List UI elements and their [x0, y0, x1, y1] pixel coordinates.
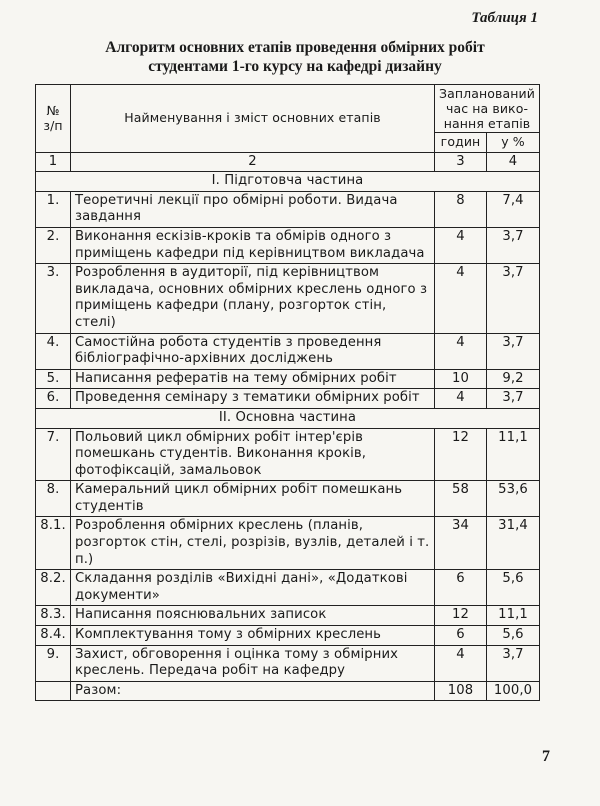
- header-planned: [435, 85, 540, 133]
- table-row: [36, 606, 540, 626]
- stage-hours: 4: [435, 227, 487, 263]
- stage-hours: 6: [435, 570, 487, 606]
- table-title: [40, 38, 550, 76]
- header-num: [36, 85, 71, 153]
- stage-percent: 11,1: [486, 606, 539, 626]
- table-label: Таблиця 1: [471, 10, 538, 26]
- table-row: [36, 428, 540, 481]
- stage-description: Захист, обговорення і оцінка тому з обмірних креслень. Передача робіт на кафедру: [71, 645, 435, 681]
- stage-hours: 8: [435, 191, 487, 227]
- stage-hours: 12: [435, 606, 487, 626]
- table-row: [36, 369, 540, 389]
- total-row: [36, 681, 540, 701]
- table-row: [36, 191, 540, 227]
- column-numbers-row: [36, 152, 540, 172]
- table-row: [36, 264, 540, 333]
- section-title: І. Підготовча частина: [36, 172, 540, 192]
- stage-number: 8.3.: [36, 606, 71, 626]
- stage-percent: 5,6: [486, 626, 539, 646]
- stage-hours: 4: [435, 645, 487, 681]
- stage-hours: 10: [435, 369, 487, 389]
- stage-hours: 4: [435, 333, 487, 369]
- table-row: [36, 570, 540, 606]
- title-line-2: студентами 1-го курсу на кафедрі дизайну: [148, 58, 442, 75]
- stage-percent: 9,2: [486, 369, 539, 389]
- stage-description: Складання розділів «Вихідні дані», «Додаткові документи»: [71, 570, 435, 606]
- stage-description: Розроблення обмірних креслень (планів, розгорток стін, стелі, розрізів, вузлів, деталей і т. п.): [71, 517, 435, 570]
- stage-description: Написання пояснювальних записок: [71, 606, 435, 626]
- header-num-symbol: №: [46, 103, 60, 119]
- stage-percent: 7,4: [486, 191, 539, 227]
- section-title: ІІ. Основна частина: [36, 408, 540, 428]
- header-row: [36, 85, 540, 133]
- stage-number: 4.: [36, 333, 71, 369]
- stage-description: Виконання ескізів-кроків та обмірів одного з приміщень кафедри під керівництвом викладача: [71, 227, 435, 263]
- header-planned-line: час на вико-: [445, 101, 529, 116]
- stage-number: 2.: [36, 227, 71, 263]
- stage-percent: 3,7: [486, 645, 539, 681]
- stage-number: 8.4.: [36, 626, 71, 646]
- stage-hours: 4: [435, 264, 487, 333]
- stage-number: 8.: [36, 481, 71, 517]
- total-label: Разом:: [71, 681, 435, 701]
- column-number: 3: [435, 152, 487, 172]
- header-planned-line: нання етапів: [443, 116, 531, 131]
- table-row: [36, 645, 540, 681]
- stage-percent: 3,7: [486, 264, 539, 333]
- table-row: [36, 517, 540, 570]
- table-row: [36, 333, 540, 369]
- table-row: [36, 626, 540, 646]
- stage-number: 7.: [36, 428, 71, 481]
- stage-percent: 5,6: [486, 570, 539, 606]
- stage-description: Проведення семінару з тематики обмірних робіт: [71, 389, 435, 409]
- stage-number: 8.1.: [36, 517, 71, 570]
- column-number: 1: [36, 152, 71, 172]
- title-line-1: Алгоритм основних етапів проведення обмірних робіт: [105, 39, 485, 56]
- stage-percent: 3,7: [486, 333, 539, 369]
- stage-number: 1.: [36, 191, 71, 227]
- stages-table: [35, 84, 540, 701]
- stage-percent: 11,1: [486, 428, 539, 481]
- stage-hours: 12: [435, 428, 487, 481]
- table-row: [36, 481, 540, 517]
- stage-description: Польовий цикл обмірних робіт інтер'єрів помешкань студентів. Виконання кроків, фотофіксацій, замальовок: [71, 428, 435, 481]
- header-percent: у %: [486, 133, 539, 153]
- stage-description: Самостійна робота студентів з проведення бібліографічно-архівних досліджень: [71, 333, 435, 369]
- total-hours: 108: [435, 681, 487, 701]
- table-row: [36, 227, 540, 263]
- stage-number: 3.: [36, 264, 71, 333]
- header-num-abbr: з/п: [43, 118, 63, 134]
- stage-description: Розроблення в аудиторії, під керівництвом викладача, основних обмірних креслень одного з приміщень кафедри (плану, розгорток стін, стелі): [71, 264, 435, 333]
- column-number: 2: [71, 152, 435, 172]
- stage-number: 5.: [36, 369, 71, 389]
- stage-percent: 53,6: [486, 481, 539, 517]
- table-row: [36, 389, 540, 409]
- stage-percent: 3,7: [486, 227, 539, 263]
- section-row: [36, 408, 540, 428]
- header-planned-line: Запланований: [439, 86, 535, 101]
- stage-percent: 3,7: [486, 389, 539, 409]
- section-row: [36, 172, 540, 192]
- stage-number: 8.2.: [36, 570, 71, 606]
- stage-description: Написання рефератів на тему обмірних робіт: [71, 369, 435, 389]
- stage-description: Комплектування тому з обмірних креслень: [71, 626, 435, 646]
- header-hours: годин: [435, 133, 487, 153]
- total-percent: 100,0: [486, 681, 539, 701]
- stage-hours: 58: [435, 481, 487, 517]
- header-name: Найменування і зміст основних етапів: [71, 85, 435, 153]
- stage-description: Теоретичні лекції про обмірні роботи. Видача завдання: [71, 191, 435, 227]
- stage-hours: 4: [435, 389, 487, 409]
- stage-description: Камеральний цикл обмірних робіт помешкань студентів: [71, 481, 435, 517]
- stage-number: 9.: [36, 645, 71, 681]
- stage-hours: 6: [435, 626, 487, 646]
- page-number: 7: [542, 748, 550, 765]
- total-empty-cell: [36, 681, 71, 701]
- stage-number: 6.: [36, 389, 71, 409]
- stage-percent: 31,4: [486, 517, 539, 570]
- column-number: 4: [486, 152, 539, 172]
- stage-hours: 34: [435, 517, 487, 570]
